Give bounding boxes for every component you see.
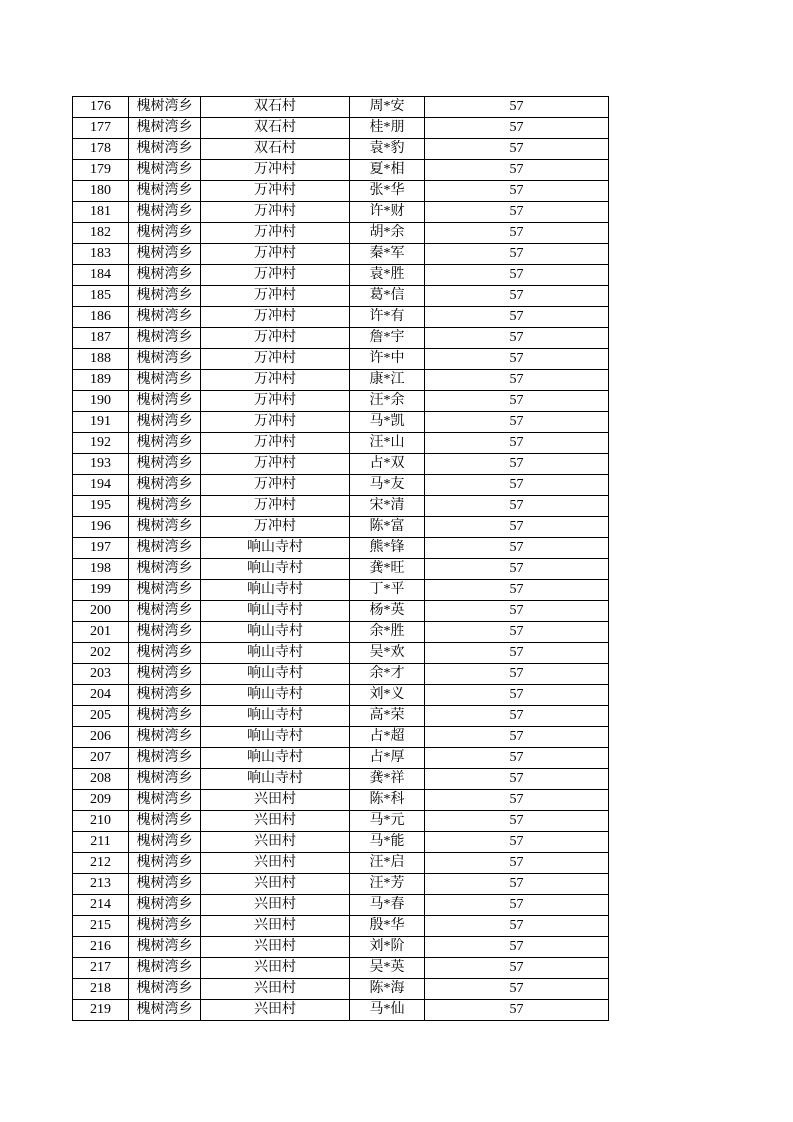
township-cell: 槐树湾乡 — [129, 265, 201, 286]
village-cell: 万冲村 — [201, 286, 350, 307]
person-name-cell: 马*元 — [350, 811, 425, 832]
amount-cell: 57 — [425, 349, 609, 370]
amount-cell: 57 — [425, 559, 609, 580]
table-row — [73, 559, 609, 580]
village-cell: 响山寺村 — [201, 727, 350, 748]
row-number-cell: 213 — [73, 874, 129, 895]
table-row — [73, 244, 609, 265]
table-row — [73, 181, 609, 202]
amount-cell: 57 — [425, 874, 609, 895]
township-cell: 槐树湾乡 — [129, 160, 201, 181]
township-cell: 槐树湾乡 — [129, 559, 201, 580]
amount-cell: 57 — [425, 433, 609, 454]
table-row — [73, 538, 609, 559]
person-name-cell: 余*胜 — [350, 622, 425, 643]
row-number-cell: 200 — [73, 601, 129, 622]
table-row — [73, 958, 609, 979]
row-number-cell: 208 — [73, 769, 129, 790]
person-name-cell: 刘*阶 — [350, 937, 425, 958]
amount-cell: 57 — [425, 979, 609, 1000]
row-number-cell: 186 — [73, 307, 129, 328]
person-name-cell: 陈*富 — [350, 517, 425, 538]
table-row — [73, 97, 609, 118]
table-row — [73, 433, 609, 454]
amount-cell: 57 — [425, 916, 609, 937]
person-name-cell: 葛*信 — [350, 286, 425, 307]
township-cell: 槐树湾乡 — [129, 496, 201, 517]
table-row — [73, 580, 609, 601]
amount-cell: 57 — [425, 853, 609, 874]
row-number-cell: 176 — [73, 97, 129, 118]
row-number-cell: 203 — [73, 664, 129, 685]
amount-cell: 57 — [425, 202, 609, 223]
table-row — [73, 412, 609, 433]
table-row — [73, 979, 609, 1000]
village-cell: 万冲村 — [201, 496, 350, 517]
village-cell: 双石村 — [201, 139, 350, 160]
row-number-cell: 218 — [73, 979, 129, 1000]
amount-cell: 57 — [425, 895, 609, 916]
person-name-cell: 袁*胜 — [350, 265, 425, 286]
row-number-cell: 209 — [73, 790, 129, 811]
village-cell: 万冲村 — [201, 433, 350, 454]
village-cell: 响山寺村 — [201, 538, 350, 559]
village-cell: 双石村 — [201, 97, 350, 118]
table-row — [73, 223, 609, 244]
person-name-cell: 余*才 — [350, 664, 425, 685]
person-name-cell: 杨*英 — [350, 601, 425, 622]
row-number-cell: 215 — [73, 916, 129, 937]
person-name-cell: 陈*海 — [350, 979, 425, 1000]
township-cell: 槐树湾乡 — [129, 874, 201, 895]
row-number-cell: 197 — [73, 538, 129, 559]
village-cell: 响山寺村 — [201, 748, 350, 769]
table-row — [73, 475, 609, 496]
township-cell: 槐树湾乡 — [129, 349, 201, 370]
township-cell: 槐树湾乡 — [129, 895, 201, 916]
township-cell: 槐树湾乡 — [129, 853, 201, 874]
person-name-cell: 秦*军 — [350, 244, 425, 265]
township-cell: 槐树湾乡 — [129, 643, 201, 664]
row-number-cell: 199 — [73, 580, 129, 601]
person-name-cell: 马*凯 — [350, 412, 425, 433]
amount-cell: 57 — [425, 1000, 609, 1021]
roster-body — [73, 97, 609, 1021]
township-cell: 槐树湾乡 — [129, 769, 201, 790]
table-row — [73, 118, 609, 139]
amount-cell: 57 — [425, 643, 609, 664]
amount-cell: 57 — [425, 811, 609, 832]
village-cell: 兴田村 — [201, 895, 350, 916]
amount-cell: 57 — [425, 475, 609, 496]
roster-table — [72, 96, 609, 1021]
row-number-cell: 201 — [73, 622, 129, 643]
row-number-cell: 207 — [73, 748, 129, 769]
table-row — [73, 496, 609, 517]
amount-cell: 57 — [425, 685, 609, 706]
table-row — [73, 202, 609, 223]
village-cell: 万冲村 — [201, 265, 350, 286]
village-cell: 万冲村 — [201, 223, 350, 244]
township-cell: 槐树湾乡 — [129, 202, 201, 223]
village-cell: 兴田村 — [201, 1000, 350, 1021]
person-name-cell: 占*厚 — [350, 748, 425, 769]
village-cell: 兴田村 — [201, 811, 350, 832]
amount-cell: 57 — [425, 181, 609, 202]
village-cell: 响山寺村 — [201, 685, 350, 706]
table-row — [73, 790, 609, 811]
township-cell: 槐树湾乡 — [129, 307, 201, 328]
person-name-cell: 许*有 — [350, 307, 425, 328]
township-cell: 槐树湾乡 — [129, 958, 201, 979]
township-cell: 槐树湾乡 — [129, 139, 201, 160]
amount-cell: 57 — [425, 160, 609, 181]
village-cell: 响山寺村 — [201, 664, 350, 685]
table-row — [73, 286, 609, 307]
table-row — [73, 391, 609, 412]
row-number-cell: 205 — [73, 706, 129, 727]
row-number-cell: 183 — [73, 244, 129, 265]
village-cell: 响山寺村 — [201, 559, 350, 580]
township-cell: 槐树湾乡 — [129, 118, 201, 139]
person-name-cell: 汪*山 — [350, 433, 425, 454]
amount-cell: 57 — [425, 748, 609, 769]
table-row — [73, 517, 609, 538]
row-number-cell: 177 — [73, 118, 129, 139]
amount-cell: 57 — [425, 664, 609, 685]
village-cell: 万冲村 — [201, 454, 350, 475]
person-name-cell: 高*荣 — [350, 706, 425, 727]
row-number-cell: 191 — [73, 412, 129, 433]
township-cell: 槐树湾乡 — [129, 454, 201, 475]
village-cell: 万冲村 — [201, 412, 350, 433]
township-cell: 槐树湾乡 — [129, 244, 201, 265]
amount-cell: 57 — [425, 538, 609, 559]
table-row — [73, 454, 609, 475]
amount-cell: 57 — [425, 937, 609, 958]
table-row — [73, 643, 609, 664]
township-cell: 槐树湾乡 — [129, 412, 201, 433]
village-cell: 万冲村 — [201, 244, 350, 265]
person-name-cell: 占*超 — [350, 727, 425, 748]
township-cell: 槐树湾乡 — [129, 517, 201, 538]
township-cell: 槐树湾乡 — [129, 433, 201, 454]
row-number-cell: 216 — [73, 937, 129, 958]
person-name-cell: 桂*朋 — [350, 118, 425, 139]
row-number-cell: 182 — [73, 223, 129, 244]
table-row — [73, 706, 609, 727]
row-number-cell: 196 — [73, 517, 129, 538]
township-cell: 槐树湾乡 — [129, 790, 201, 811]
row-number-cell: 193 — [73, 454, 129, 475]
row-number-cell: 181 — [73, 202, 129, 223]
amount-cell: 57 — [425, 790, 609, 811]
person-name-cell: 汪*余 — [350, 391, 425, 412]
person-name-cell: 马*仙 — [350, 1000, 425, 1021]
row-number-cell: 217 — [73, 958, 129, 979]
row-number-cell: 188 — [73, 349, 129, 370]
person-name-cell: 张*华 — [350, 181, 425, 202]
table-row — [73, 685, 609, 706]
village-cell: 万冲村 — [201, 349, 350, 370]
row-number-cell: 198 — [73, 559, 129, 580]
person-name-cell: 胡*余 — [350, 223, 425, 244]
village-cell: 万冲村 — [201, 475, 350, 496]
table-row — [73, 664, 609, 685]
amount-cell: 57 — [425, 580, 609, 601]
person-name-cell: 康*江 — [350, 370, 425, 391]
table-row — [73, 895, 609, 916]
table-row — [73, 811, 609, 832]
row-number-cell: 190 — [73, 391, 129, 412]
person-name-cell: 汪*启 — [350, 853, 425, 874]
person-name-cell: 袁*豹 — [350, 139, 425, 160]
person-name-cell: 殷*华 — [350, 916, 425, 937]
person-name-cell: 周*安 — [350, 97, 425, 118]
township-cell: 槐树湾乡 — [129, 181, 201, 202]
township-cell: 槐树湾乡 — [129, 580, 201, 601]
amount-cell: 57 — [425, 496, 609, 517]
township-cell: 槐树湾乡 — [129, 1000, 201, 1021]
village-cell: 兴田村 — [201, 958, 350, 979]
amount-cell: 57 — [425, 139, 609, 160]
person-name-cell: 夏*相 — [350, 160, 425, 181]
table-row — [73, 307, 609, 328]
amount-cell: 57 — [425, 517, 609, 538]
amount-cell: 57 — [425, 601, 609, 622]
person-name-cell: 许*财 — [350, 202, 425, 223]
amount-cell: 57 — [425, 244, 609, 265]
table-row — [73, 160, 609, 181]
amount-cell: 57 — [425, 265, 609, 286]
amount-cell: 57 — [425, 412, 609, 433]
amount-cell: 57 — [425, 370, 609, 391]
person-name-cell: 马*春 — [350, 895, 425, 916]
amount-cell: 57 — [425, 328, 609, 349]
township-cell: 槐树湾乡 — [129, 664, 201, 685]
township-cell: 槐树湾乡 — [129, 328, 201, 349]
row-number-cell: 187 — [73, 328, 129, 349]
amount-cell: 57 — [425, 832, 609, 853]
table-row — [73, 622, 609, 643]
table-row — [73, 370, 609, 391]
village-cell: 兴田村 — [201, 790, 350, 811]
table-row — [73, 328, 609, 349]
row-number-cell: 179 — [73, 160, 129, 181]
table-row — [73, 265, 609, 286]
village-cell: 兴田村 — [201, 874, 350, 895]
table-row — [73, 601, 609, 622]
table-row — [73, 139, 609, 160]
person-name-cell: 吴*英 — [350, 958, 425, 979]
village-cell: 兴田村 — [201, 916, 350, 937]
village-cell: 响山寺村 — [201, 580, 350, 601]
township-cell: 槐树湾乡 — [129, 622, 201, 643]
amount-cell: 57 — [425, 769, 609, 790]
person-name-cell: 熊*锋 — [350, 538, 425, 559]
township-cell: 槐树湾乡 — [129, 538, 201, 559]
person-name-cell: 马*能 — [350, 832, 425, 853]
village-cell: 响山寺村 — [201, 622, 350, 643]
person-name-cell: 马*友 — [350, 475, 425, 496]
table-row — [73, 874, 609, 895]
village-cell: 万冲村 — [201, 391, 350, 412]
amount-cell: 57 — [425, 391, 609, 412]
table-row — [73, 916, 609, 937]
row-number-cell: 195 — [73, 496, 129, 517]
village-cell: 响山寺村 — [201, 601, 350, 622]
township-cell: 槐树湾乡 — [129, 748, 201, 769]
amount-cell: 57 — [425, 454, 609, 475]
person-name-cell: 龚*旺 — [350, 559, 425, 580]
row-number-cell: 192 — [73, 433, 129, 454]
village-cell: 兴田村 — [201, 979, 350, 1000]
amount-cell: 57 — [425, 307, 609, 328]
amount-cell: 57 — [425, 706, 609, 727]
row-number-cell: 214 — [73, 895, 129, 916]
village-cell: 万冲村 — [201, 328, 350, 349]
row-number-cell: 204 — [73, 685, 129, 706]
person-name-cell: 丁*平 — [350, 580, 425, 601]
township-cell: 槐树湾乡 — [129, 832, 201, 853]
table-row — [73, 769, 609, 790]
row-number-cell: 184 — [73, 265, 129, 286]
row-number-cell: 211 — [73, 832, 129, 853]
village-cell: 万冲村 — [201, 517, 350, 538]
table-row — [73, 832, 609, 853]
table-row — [73, 727, 609, 748]
person-name-cell: 宋*清 — [350, 496, 425, 517]
township-cell: 槐树湾乡 — [129, 916, 201, 937]
township-cell: 槐树湾乡 — [129, 685, 201, 706]
village-cell: 响山寺村 — [201, 706, 350, 727]
village-cell: 响山寺村 — [201, 643, 350, 664]
person-name-cell: 陈*科 — [350, 790, 425, 811]
amount-cell: 57 — [425, 97, 609, 118]
township-cell: 槐树湾乡 — [129, 706, 201, 727]
person-name-cell: 詹*宇 — [350, 328, 425, 349]
township-cell: 槐树湾乡 — [129, 727, 201, 748]
township-cell: 槐树湾乡 — [129, 601, 201, 622]
village-cell: 兴田村 — [201, 853, 350, 874]
township-cell: 槐树湾乡 — [129, 370, 201, 391]
township-cell: 槐树湾乡 — [129, 286, 201, 307]
row-number-cell: 206 — [73, 727, 129, 748]
table-row — [73, 1000, 609, 1021]
row-number-cell: 180 — [73, 181, 129, 202]
person-name-cell: 许*中 — [350, 349, 425, 370]
table-row — [73, 853, 609, 874]
row-number-cell: 210 — [73, 811, 129, 832]
township-cell: 槐树湾乡 — [129, 937, 201, 958]
row-number-cell: 185 — [73, 286, 129, 307]
row-number-cell: 194 — [73, 475, 129, 496]
village-cell: 万冲村 — [201, 307, 350, 328]
amount-cell: 57 — [425, 118, 609, 139]
row-number-cell: 202 — [73, 643, 129, 664]
row-number-cell: 212 — [73, 853, 129, 874]
village-cell: 万冲村 — [201, 370, 350, 391]
township-cell: 槐树湾乡 — [129, 811, 201, 832]
amount-cell: 57 — [425, 727, 609, 748]
table-row — [73, 748, 609, 769]
township-cell: 槐树湾乡 — [129, 475, 201, 496]
village-cell: 万冲村 — [201, 160, 350, 181]
village-cell: 响山寺村 — [201, 769, 350, 790]
amount-cell: 57 — [425, 622, 609, 643]
amount-cell: 57 — [425, 286, 609, 307]
person-name-cell: 吴*欢 — [350, 643, 425, 664]
township-cell: 槐树湾乡 — [129, 979, 201, 1000]
person-name-cell: 占*双 — [350, 454, 425, 475]
person-name-cell: 汪*芳 — [350, 874, 425, 895]
amount-cell: 57 — [425, 958, 609, 979]
row-number-cell: 178 — [73, 139, 129, 160]
person-name-cell: 龚*祥 — [350, 769, 425, 790]
table-row — [73, 937, 609, 958]
table-row — [73, 349, 609, 370]
village-cell: 兴田村 — [201, 832, 350, 853]
township-cell: 槐树湾乡 — [129, 97, 201, 118]
village-cell: 万冲村 — [201, 181, 350, 202]
row-number-cell: 219 — [73, 1000, 129, 1021]
village-cell: 双石村 — [201, 118, 350, 139]
village-cell: 万冲村 — [201, 202, 350, 223]
township-cell: 槐树湾乡 — [129, 223, 201, 244]
township-cell: 槐树湾乡 — [129, 391, 201, 412]
village-cell: 兴田村 — [201, 937, 350, 958]
row-number-cell: 189 — [73, 370, 129, 391]
amount-cell: 57 — [425, 223, 609, 244]
person-name-cell: 刘*义 — [350, 685, 425, 706]
